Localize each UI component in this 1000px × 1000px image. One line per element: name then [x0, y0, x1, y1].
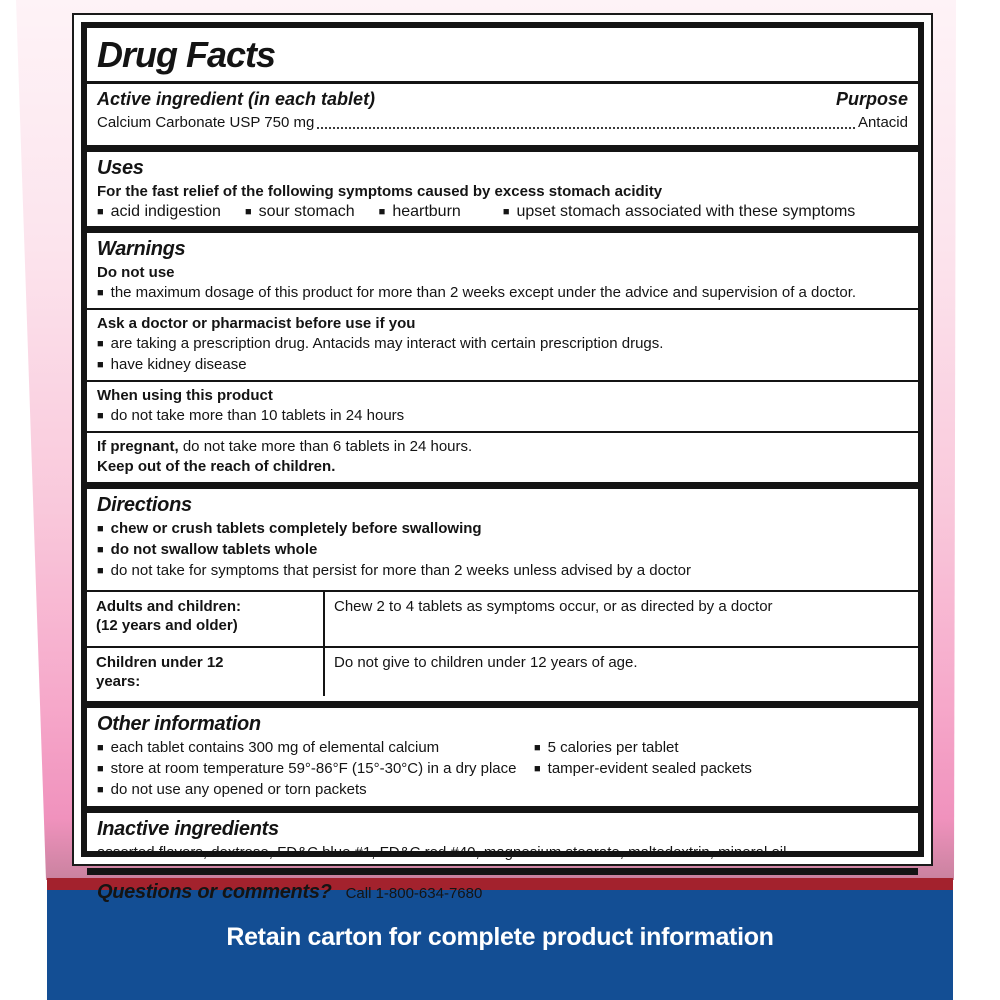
purpose-heading: Purpose: [835, 89, 908, 109]
uses-section: [87, 152, 918, 226]
active-ingredient-name: Calcium Carbonate USP 750 mg: [97, 114, 315, 131]
bullet-square-icon: [97, 519, 104, 539]
uses-intro: For the fast relief of the following symptoms caused by excess stomach acidity: [97, 183, 663, 200]
other-info-item: ■ do not use any opened or torn packets: [97, 780, 534, 801]
uses-symptom: ■ heartburn: [379, 203, 461, 221]
other-info-item: ■ each tablet contains 300 mg of elemental calcium: [97, 738, 534, 759]
drug-facts-label: [72, 13, 933, 903]
other-info-item: ■ 5 calories per tablet: [534, 738, 908, 759]
warnings-rule: [87, 308, 918, 310]
bullet-square-icon: [97, 334, 104, 354]
inactive-ingredients-list: assorted flavors, dextrose, FD&C blue #1, FD&C red #40, magnesium stearate, maltodextrin, mineral oil: [97, 844, 787, 861]
directions-section: [87, 489, 918, 701]
inactive-ingredients-heading: Inactive ingredients: [97, 818, 279, 840]
bullet-square-icon: [503, 206, 510, 218]
dosage-instruction: Chew 2 to 4 tablets as symptoms occur, or as directed by a doctor: [324, 591, 918, 647]
title-section: [87, 28, 918, 145]
bottom-banner: [47, 890, 953, 1000]
bullet-square-icon: [97, 206, 104, 218]
inactive-ingredients-section: [87, 813, 918, 868]
direction-item: ■ chew or crush tablets completely before swallowing: [97, 519, 908, 540]
purpose-value: Antacid: [857, 114, 908, 131]
bullet-square-icon: [97, 540, 104, 560]
warnings-rule: [87, 431, 918, 433]
dosage-row: [87, 647, 918, 696]
banner-text: Retain carton for complete product information: [226, 923, 774, 951]
do-not-use-heading: Do not use: [97, 264, 175, 281]
uses-heading: Uses: [97, 157, 144, 179]
warnings-rule: [87, 380, 918, 382]
section-divider: [87, 701, 918, 708]
pregnancy-warning: If pregnant, do not take more than 6 tablets in 24 hours.: [97, 438, 473, 455]
uses-symptom-list: [97, 203, 908, 221]
other-info-item: ■ store at room temperature 59°-86°F (15°-30°C) in a dry place: [97, 759, 534, 780]
keep-out-warning: Keep out of the reach of children.: [97, 458, 336, 475]
dotted-leader: [317, 127, 855, 129]
dosage-age-group: Adults and children: (12 years and older): [87, 591, 324, 647]
ask-doctor-heading: Ask a doctor or pharmacist before use if you: [97, 315, 416, 332]
dosage-table: [87, 590, 918, 696]
other-information-heading: Other information: [97, 713, 261, 735]
questions-heading: Questions or comments?: [97, 881, 332, 903]
bullet-square-icon: [379, 206, 386, 218]
directions-heading: Directions: [97, 494, 192, 516]
questions-phone: Call 1-800-634-7680: [345, 885, 483, 902]
section-divider: [87, 226, 918, 233]
other-information-list: [97, 738, 908, 801]
questions-section: [87, 875, 918, 906]
bullet-square-icon: [97, 355, 104, 375]
when-using-heading: When using this product: [97, 387, 273, 404]
warning-item: ■ are taking a prescription drug. Antacids may interact with certain prescription drugs.: [97, 334, 908, 355]
bullet-square-icon: [245, 206, 252, 218]
other-information-section: [87, 708, 918, 806]
section-divider: [87, 806, 918, 813]
bullet-square-icon: [97, 759, 104, 779]
drug-facts-panel: [81, 22, 924, 903]
direction-item: ■ do not take for symptoms that persist for more than 2 weeks unless advised by a doctor: [97, 561, 908, 582]
uses-symptom: ■ upset stomach associated with these symptoms: [503, 203, 855, 221]
uses-symptom: ■ sour stomach: [245, 203, 355, 221]
warnings-section: [87, 233, 918, 482]
uses-symptom: ■ acid indigestion: [97, 203, 221, 221]
direction-item: ■ do not swallow tablets whole: [97, 540, 908, 561]
bullet-square-icon: [97, 561, 104, 581]
section-divider: [87, 482, 918, 489]
warnings-heading: Warnings: [97, 238, 186, 260]
section-divider: [87, 868, 918, 875]
dosage-age-group: Children under 12 years:: [87, 647, 324, 696]
bullet-square-icon: [534, 759, 541, 779]
drug-facts-title: Drug Facts: [97, 34, 276, 75]
bullet-square-icon: [97, 738, 104, 758]
bullet-square-icon: [97, 283, 104, 303]
active-ingredient-heading: Active ingredient (in each tablet): [97, 89, 376, 109]
bullet-square-icon: [534, 738, 541, 758]
warning-item: ■ do not take more than 10 tablets in 24 hours: [97, 406, 908, 427]
title-rule: [87, 81, 918, 84]
dosage-row: [87, 591, 918, 647]
section-divider: [87, 145, 918, 152]
bullet-square-icon: [97, 406, 104, 426]
bullet-square-icon: [97, 780, 104, 800]
dosage-instruction: Do not give to children under 12 years of age.: [324, 647, 918, 696]
warning-item: ■ have kidney disease: [97, 355, 908, 376]
other-info-item: ■ tamper-evident sealed packets: [534, 759, 908, 780]
warning-item: ■ the maximum dosage of this product for more than 2 weeks except under the advice and supervision of a doctor.: [97, 283, 908, 304]
